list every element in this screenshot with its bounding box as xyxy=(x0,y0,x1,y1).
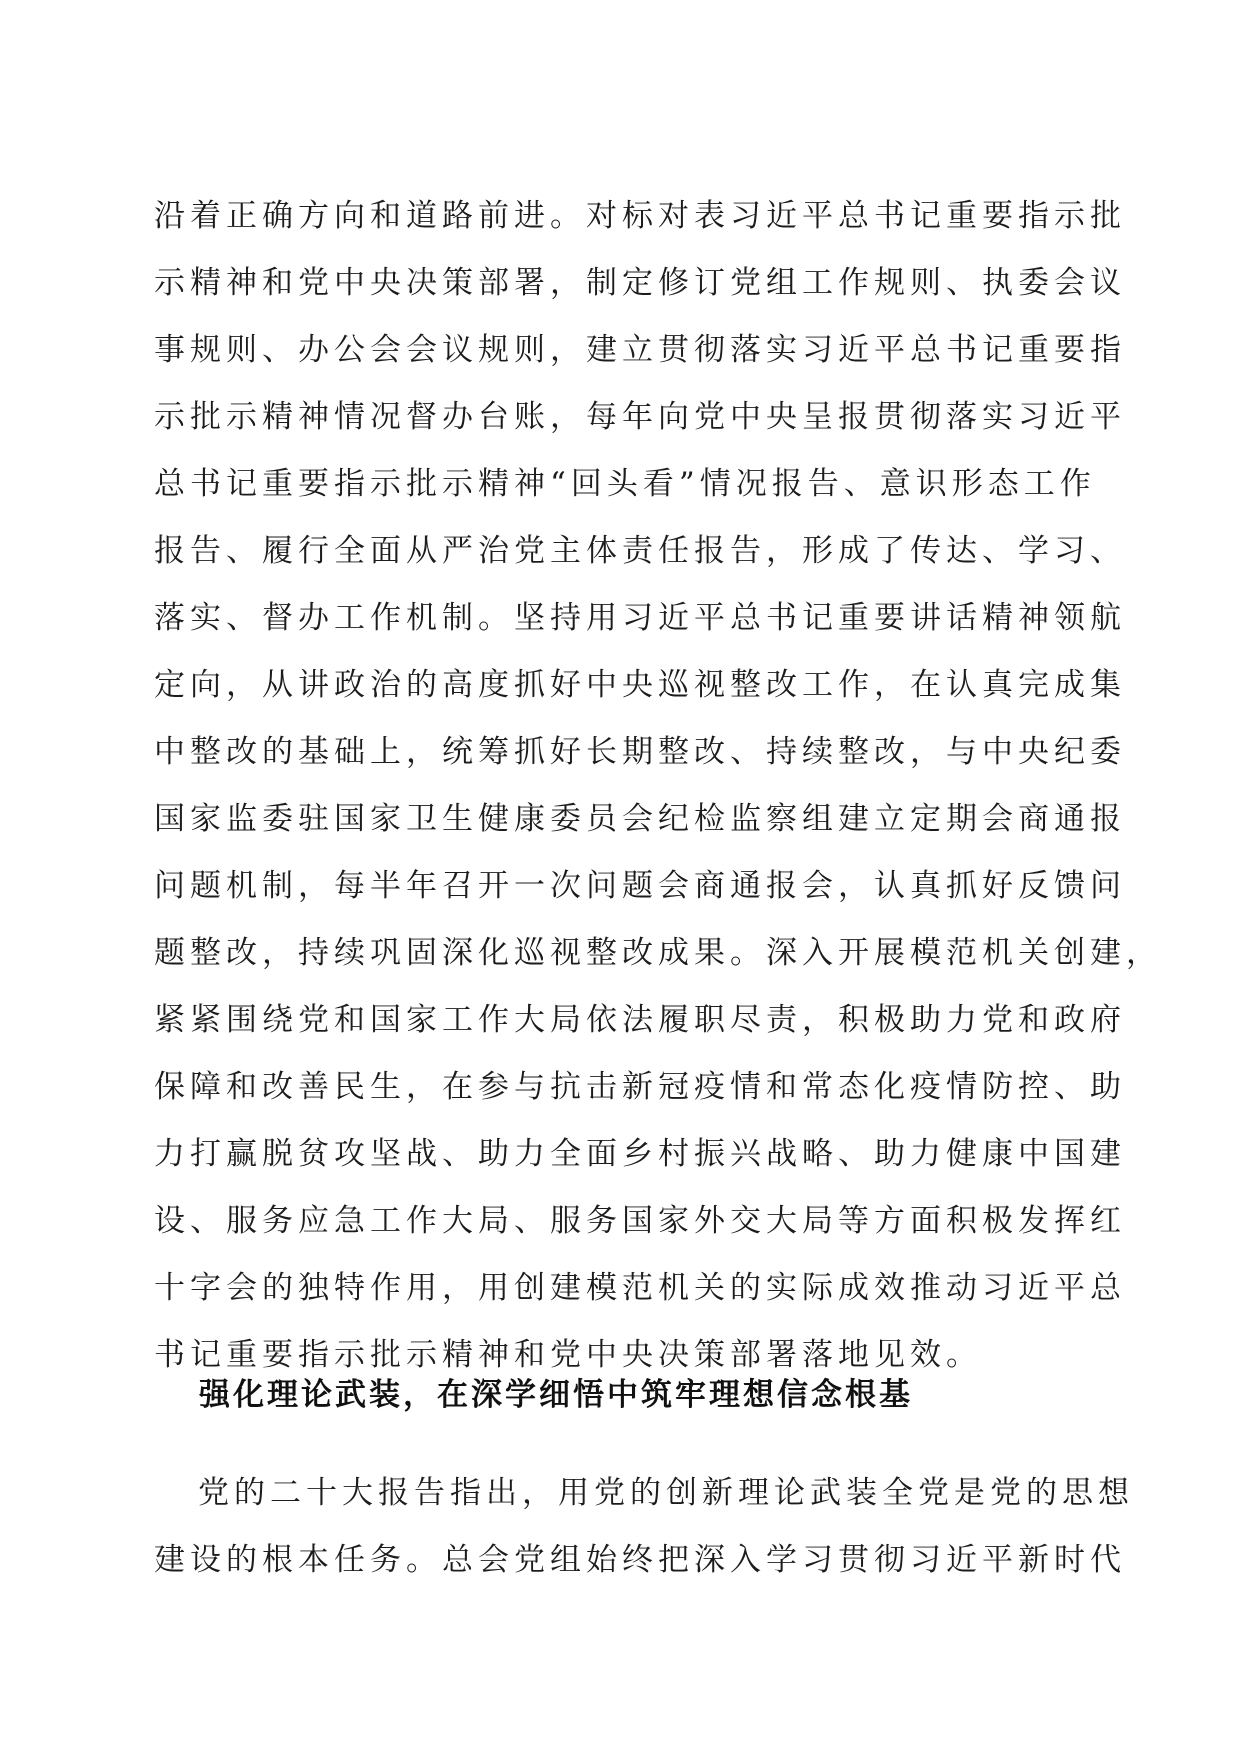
text-line: 示精神和党中央决策部署，制定修订党组工作规则、执委会议 xyxy=(154,265,1126,301)
paragraph-body xyxy=(154,183,1162,1389)
text-line: 题整改，持续巩固深化巡视整改成果。深入开展模范机关创建， xyxy=(154,935,1162,971)
text-line: 落实、督办工作机制。坚持用习近平总书记重要讲话精神领航 xyxy=(154,600,1126,636)
text-line: 总书记重要指示批示精神“回头看”情况报告、意识形态工作 xyxy=(154,466,1096,502)
text-line: 书记重要指示批示精神和党中央决策部署落地见效。 xyxy=(154,1337,982,1373)
text-line: 党的二十大报告指出，用党的创新理论武装全党是党的思想 xyxy=(198,1475,1134,1511)
paragraph-second xyxy=(154,1460,1134,1594)
text-line: 定向，从讲政治的高度抓好中央巡视整改工作，在认真完成集 xyxy=(154,667,1126,703)
text-line: 保障和改善民生，在参与抗击新冠疫情和常态化疫情防控、助 xyxy=(154,1069,1126,1105)
text-line: 建设的根本任务。总会党组始终把深入学习贯彻习近平新时代 xyxy=(154,1542,1126,1578)
section-heading: 强化理论武装，在深学细悟中筑牢理想信念根基 xyxy=(199,1377,913,1413)
text-line: 国家监委驻国家卫生健康委员会纪检监察组建立定期会商通报 xyxy=(154,801,1126,837)
text-line: 沿着正确方向和道路前进。对标对表习近平总书记重要指示批 xyxy=(154,198,1126,234)
text-line: 设、服务应急工作大局、服务国家外交大局等方面积极发挥红 xyxy=(154,1203,1126,1239)
text-line: 问题机制，每半年召开一次问题会商通报会，认真抓好反馈问 xyxy=(154,868,1126,904)
text-line: 示批示精神情况督办台账，每年向党中央呈报贯彻落实习近平 xyxy=(154,399,1126,435)
text-line: 中整改的基础上，统筹抓好长期整改、持续整改，与中央纪委 xyxy=(154,734,1126,770)
text-line: 报告、履行全面从严治党主体责任报告，形成了传达、学习、 xyxy=(154,533,1126,569)
text-line: 力打赢脱贫攻坚战、助力全面乡村振兴战略、助力健康中国建 xyxy=(154,1136,1126,1172)
text-line: 紧紧围绕党和国家工作大局依法履职尽责，积极助力党和政府 xyxy=(154,1002,1126,1038)
text-line: 事规则、办公会会议规则，建立贯彻落实习近平总书记重要指 xyxy=(154,332,1126,368)
text-line: 十字会的独特作用，用创建模范机关的实际成效推动习近平总 xyxy=(154,1270,1126,1306)
